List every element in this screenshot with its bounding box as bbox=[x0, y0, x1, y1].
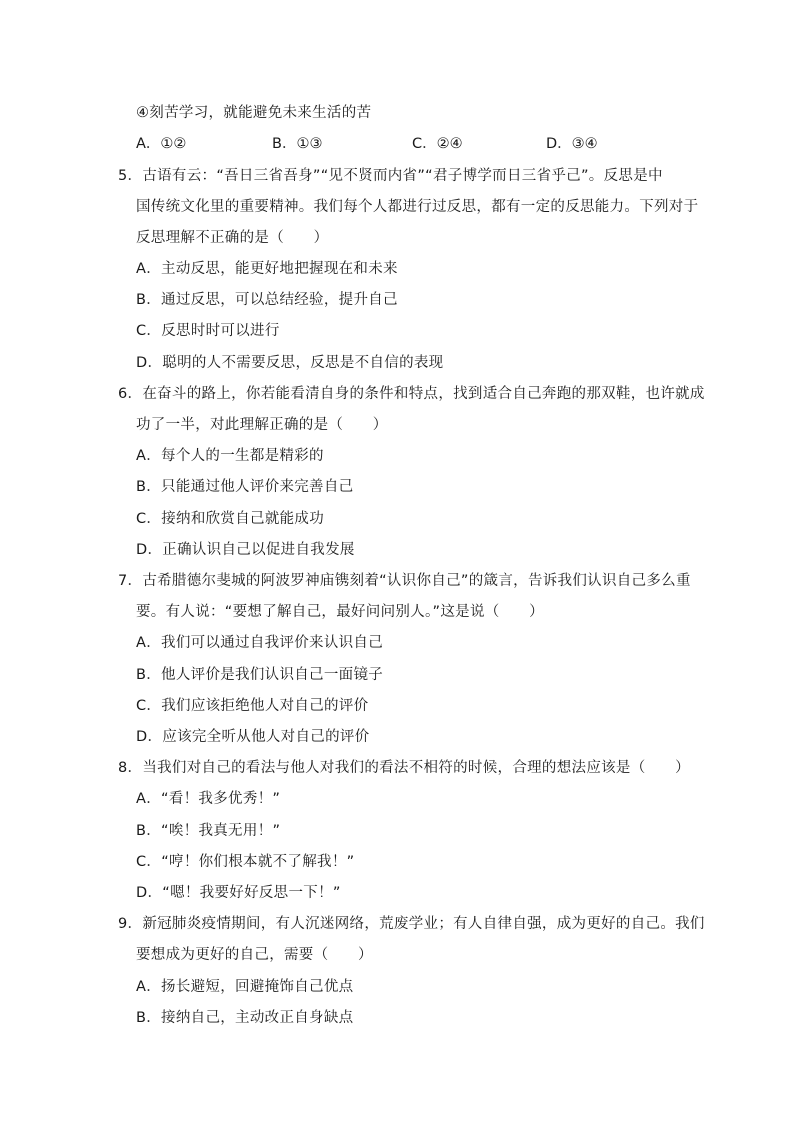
q6-option-b: B．只能通过他人评价来完善自己 bbox=[136, 479, 354, 495]
q4-options-row bbox=[136, 134, 696, 154]
q4-option-a: A．①② bbox=[136, 136, 187, 152]
q9-option-a: A．扬长避短，回避掩饰自己优点 bbox=[136, 979, 354, 995]
q8-option-c: C．“哼！你们根本就不了解我！” bbox=[136, 854, 355, 870]
q7-option-a: A．我们可以通过自我评价来认识自己 bbox=[136, 635, 384, 651]
q5-option-d: D．聪明的人不需要反思，反思是不自信的表现 bbox=[136, 355, 444, 371]
q7-stem-line-1: 7．古希腊德尔斐城的阿波罗神庙镌刻着“认识你自己”的箴言，告诉我们认识自己多么重 bbox=[118, 573, 691, 589]
q6-option-c: C．接纳和欣赏自己就能成功 bbox=[136, 511, 325, 527]
q4-item-4: ④刻苦学习，就能避免未来生活的苦 bbox=[136, 105, 372, 121]
q7-option-c: C．我们应该拒绝他人对自己的评价 bbox=[136, 698, 369, 714]
q8-option-d: D．“嗯！我要好好反思一下！” bbox=[136, 885, 341, 901]
q5-stem-line-2: 国传统文化里的重要精神。我们每个人都进行过反思，都有一定的反思能力。下列对于 bbox=[136, 199, 699, 215]
q7-option-b: B．他人评价是我们认识自己一面镜子 bbox=[136, 667, 384, 683]
q6-stem-line-1: 6．在奋斗的路上，你若能看清自身的条件和特点，找到适合自己奔跑的那双鞋，也许就成 bbox=[118, 386, 705, 402]
q8-option-b: B．“唉！我真无用！” bbox=[136, 823, 281, 839]
q4-option-d: D．③④ bbox=[546, 136, 598, 152]
q5-stem-line-3: 反思理解不正确的是（ ） bbox=[136, 230, 329, 246]
q9-option-b: B．接纳自己，主动改正自身缺点 bbox=[136, 1010, 354, 1026]
q9-stem-line-1: 9．新冠肺炎疫情期间，有人沉迷网络，荒废学业；有人自律自强，成为更好的自己。我们 bbox=[118, 916, 705, 932]
q5-option-b: B．通过反思，可以总结经验，提升自己 bbox=[136, 292, 398, 308]
q7-stem-line-2: 要。有人说：“要想了解自己，最好问问别人。”这是说（ ） bbox=[136, 604, 544, 620]
q6-option-d: D．正确认识自己以促进自我发展 bbox=[136, 542, 355, 558]
q4-option-b: B．①③ bbox=[272, 136, 323, 152]
q5-option-c: C．反思时时可以进行 bbox=[136, 323, 280, 339]
q4-option-c: C．②④ bbox=[412, 136, 463, 152]
q8-option-a: A．“看！我多优秀！” bbox=[136, 791, 281, 807]
q5-option-a: A．主动反思，能更好地把握现在和未来 bbox=[136, 261, 398, 277]
q5-stem-line-1: 5．古语有云：“吾日三省吾身”“见不贤而内省”“君子博学而日三省乎己”。反思是中 bbox=[118, 168, 663, 184]
q8-stem-line-1: 8．当我们对自己的看法与他人对我们的看法不相符的时候，合理的想法应该是（ ） bbox=[118, 760, 690, 776]
q6-option-a: A．每个人的一生都是精彩的 bbox=[136, 448, 324, 464]
q9-stem-line-2: 要想成为更好的自己，需要（ ） bbox=[136, 947, 373, 963]
q6-stem-line-2: 功了一半，对此理解正确的是（ ） bbox=[136, 417, 388, 433]
q7-option-d: D．应该完全听从他人对自己的评价 bbox=[136, 729, 370, 745]
